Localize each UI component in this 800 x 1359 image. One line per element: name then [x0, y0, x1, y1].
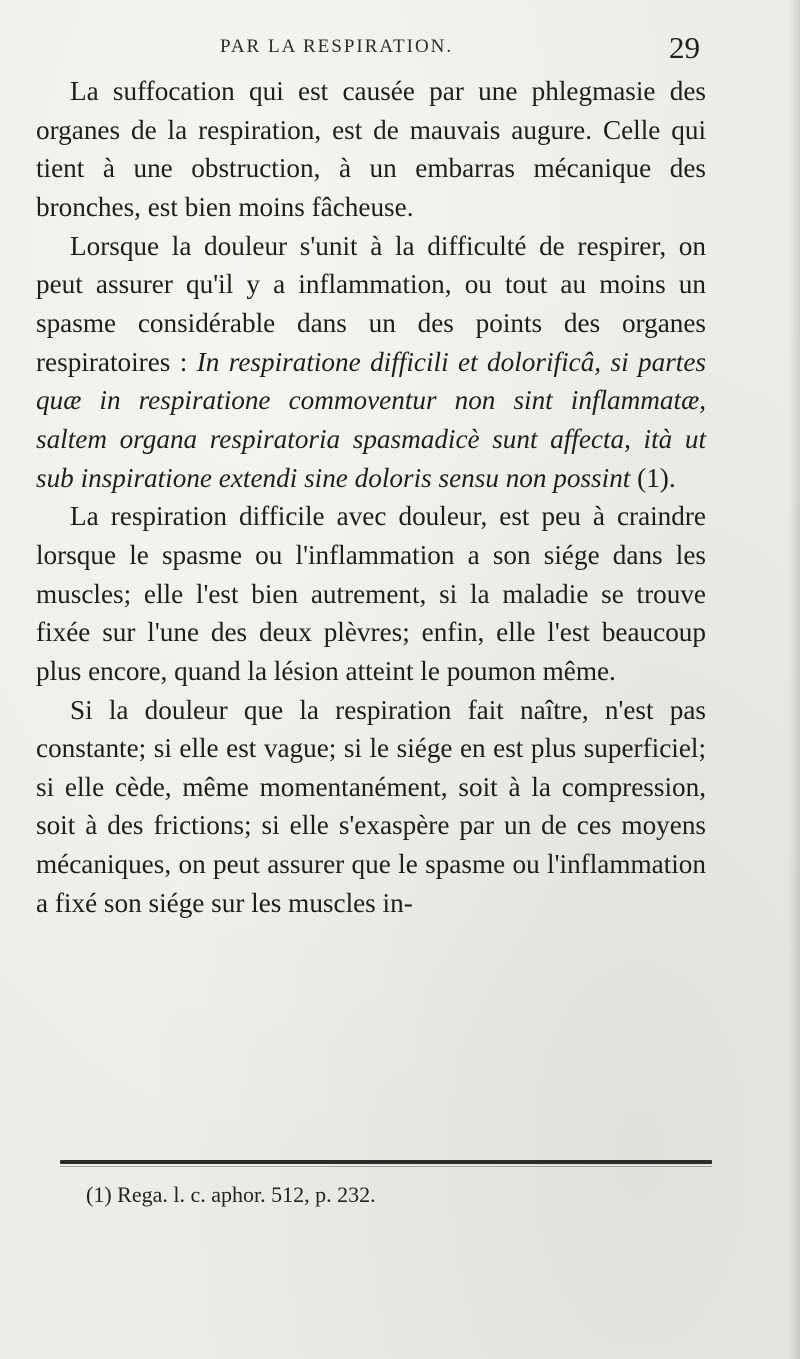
paragraph-respiration-difficile	[36, 497, 706, 690]
footnote-reference: (1).	[630, 462, 676, 493]
paragraph-text: La respiration difficile avec douleur, est peu à craindre lorsque le spasme ou l'inflammation a son siége dans les muscles; elle l'est bien autrement, si la maladie se trouve fixée sur l'une des deux plèvres; enfin, elle l'est beaucoup plus encore, quand la lésion atteint le poumon même.	[36, 501, 706, 686]
footnote-rule	[60, 1160, 712, 1164]
paragraph-text: Lorsque la douleur s'unit à la difficulté de respirer, on peut assurer qu'il y a inflammation, ou tout au moins un spasme considérable dans un des points des organes respiratoires :	[36, 230, 706, 377]
paragraph-si-la-douleur	[36, 691, 706, 923]
latin-quotation: In respiratione difficili et dolorificâ, si partes quæ in respiratione commoventur non sint inflammatæ, saltem organa respiratoria spasmadicè sunt affecta, ità ut sub inspiratione extendi sine doloris sensu non possint	[36, 346, 706, 493]
paragraph-text: La suffocation qui est causée par une phlegmasie des organes de la respiration, est de mauvais augure. Celle qui tient à une obstruction, à un embarras mécanique des bronches, est bien moins fâcheuse.	[36, 76, 706, 222]
footnote-rule-shadow	[60, 1166, 712, 1167]
footnote: (1) Rega. l. c. aphor. 512, p. 232.	[86, 1182, 376, 1207]
running-head	[60, 32, 700, 72]
paragraph-text: Si la douleur que la respiration fait naître, n'est pas constante; si elle est vague; si le siége en est plus superficiel; si elle cède, même momentanément, soit à la compression, soit à des frictions; si elle s'exaspère par un de ces moyens mécaniques, on peut assurer que le spasme ou l'inflammation a fixé son siége sur les muscles in-	[36, 694, 706, 918]
paragraph-douleur	[36, 227, 706, 498]
page-number: 29	[669, 30, 700, 65]
body-text	[36, 72, 706, 922]
running-title: PAR LA RESPIRATION.	[220, 36, 454, 57]
page-edge-shadow	[788, 0, 800, 1359]
paragraph-suffocation	[36, 72, 706, 227]
